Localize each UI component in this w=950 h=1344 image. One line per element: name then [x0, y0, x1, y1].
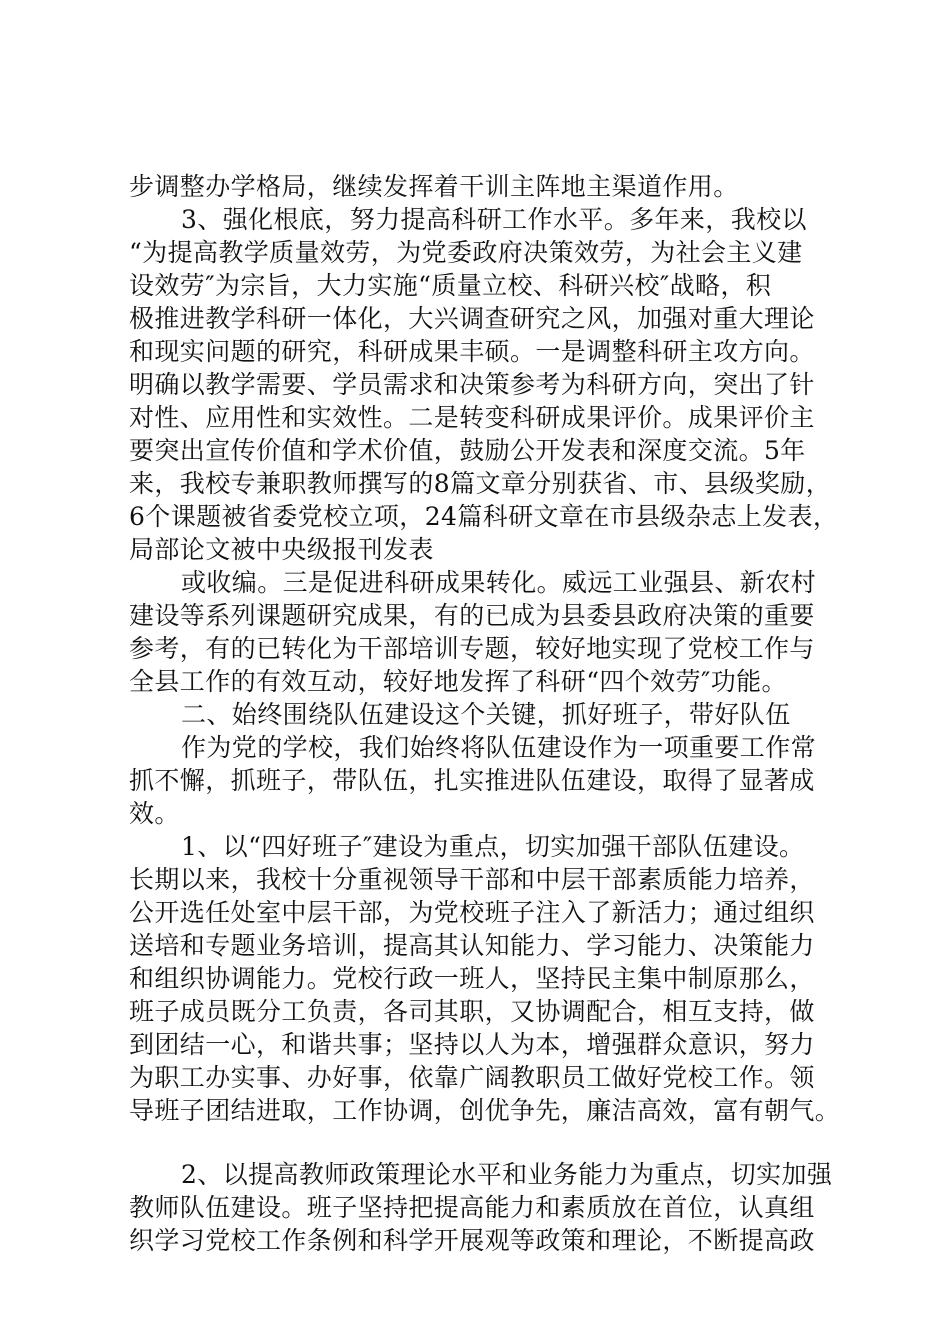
document-body	[129, 170, 841, 1257]
text-line: 效。	[129, 799, 180, 828]
text-line: 2、以提高教师政策理论水平和业务能力为重点，切实加强	[181, 1160, 833, 1189]
text-line: 要突出宣传价值和学术价值，鼓励公开发表和深度交流。5年	[129, 436, 806, 465]
text-line: 教师队伍建设。班子坚持把提高能力和素质放在首位，认真组	[129, 1193, 815, 1222]
text-line: 班子成员既分工负责，各司其职，又协调配合，相互支持，做	[129, 997, 815, 1026]
section-heading: 二、始终围绕队伍建设这个关键，抓好班子，带好队伍	[181, 700, 791, 729]
text-line: 极推进教学科研一体化，大兴调查研究之风，加强对重大理论	[129, 304, 815, 333]
text-line: 公开选任处室中层干部，为党校班子注入了新活力；通过组织	[129, 898, 815, 927]
text-line: 局部论文被中央级报刊发表	[129, 535, 434, 564]
text-line: 和组织协调能力。党校行政一班人，坚持民主集中制原那么，	[129, 964, 815, 993]
text-line: 1、以“四好班子″建设为重点，切实加强干部队伍建设。	[181, 832, 805, 861]
paragraph-gap	[129, 1127, 829, 1158]
text-line: 到团结一心，和谐共事；坚持以人为本，增强群众意识，努力	[129, 1030, 815, 1059]
text-line: “为提高教学质量效劳，为党委政府决策效劳，为社会主义建	[129, 238, 803, 267]
text-line: 长期以来，我校十分重视领导干部和中层干部素质能力培养，	[129, 865, 815, 894]
text-line: 抓不懈，抓班子，带队伍，扎实推进队伍建设，取得了显著成	[129, 766, 815, 795]
text-line: 来，我校专兼职教师撰写的8篇文章分别获省、市、县级奖励，	[129, 469, 832, 498]
text-line: 全县工作的有效互动，较好地发挥了科研“四个效劳″功能。	[129, 667, 787, 696]
text-line: 设效劳″为宗旨，大力实施“质量立校、科研兴校″战略，积	[129, 271, 772, 300]
text-line: 3、强化根底，努力提高科研工作水平。多年来，我校以	[181, 205, 807, 234]
text-line: 织学习党校工作条例和科学开展观等政策和理论，不断提高政	[129, 1226, 815, 1255]
text-line: 6个课题被省委党校立项，24篇科研文章在市县级杂志上发表，	[129, 502, 839, 531]
text-line: 对性、应用性和实效性。二是转变科研成果评价。成果评价主	[129, 403, 815, 432]
text-line: 为职工办实事、办好事，依靠广阔教职员工做好党校工作。领	[129, 1063, 815, 1092]
text-line: 和现实问题的研究，科研成果丰硕。一是调整科研主攻方向。	[129, 337, 815, 366]
text-line: 参考，有的已转化为干部培训专题，较好地实现了党校工作与	[129, 634, 815, 663]
text-line: 建设等系列课题研究成果，有的已成为县委县政府决策的重要	[129, 601, 815, 630]
text-line: 作为党的学校，我们始终将队伍建设作为一项重要工作常	[181, 733, 817, 762]
text-line: 导班子团结进取，工作协调，创优争先，廉洁高效，富有朝气。	[129, 1096, 841, 1125]
text-line: 明确以教学需要、学员需求和决策参考为科研方向，突出了针	[129, 370, 815, 399]
text-line: 送培和专题业务培训，提高其认知能力、学习能力、决策能力	[129, 931, 815, 960]
text-line: 步调整办学格局，继续发挥着干训主阵地主渠道作用。	[129, 172, 739, 201]
text-line: 或收编。三是促进科研成果转化。威远工业强县、新农村	[181, 568, 817, 597]
